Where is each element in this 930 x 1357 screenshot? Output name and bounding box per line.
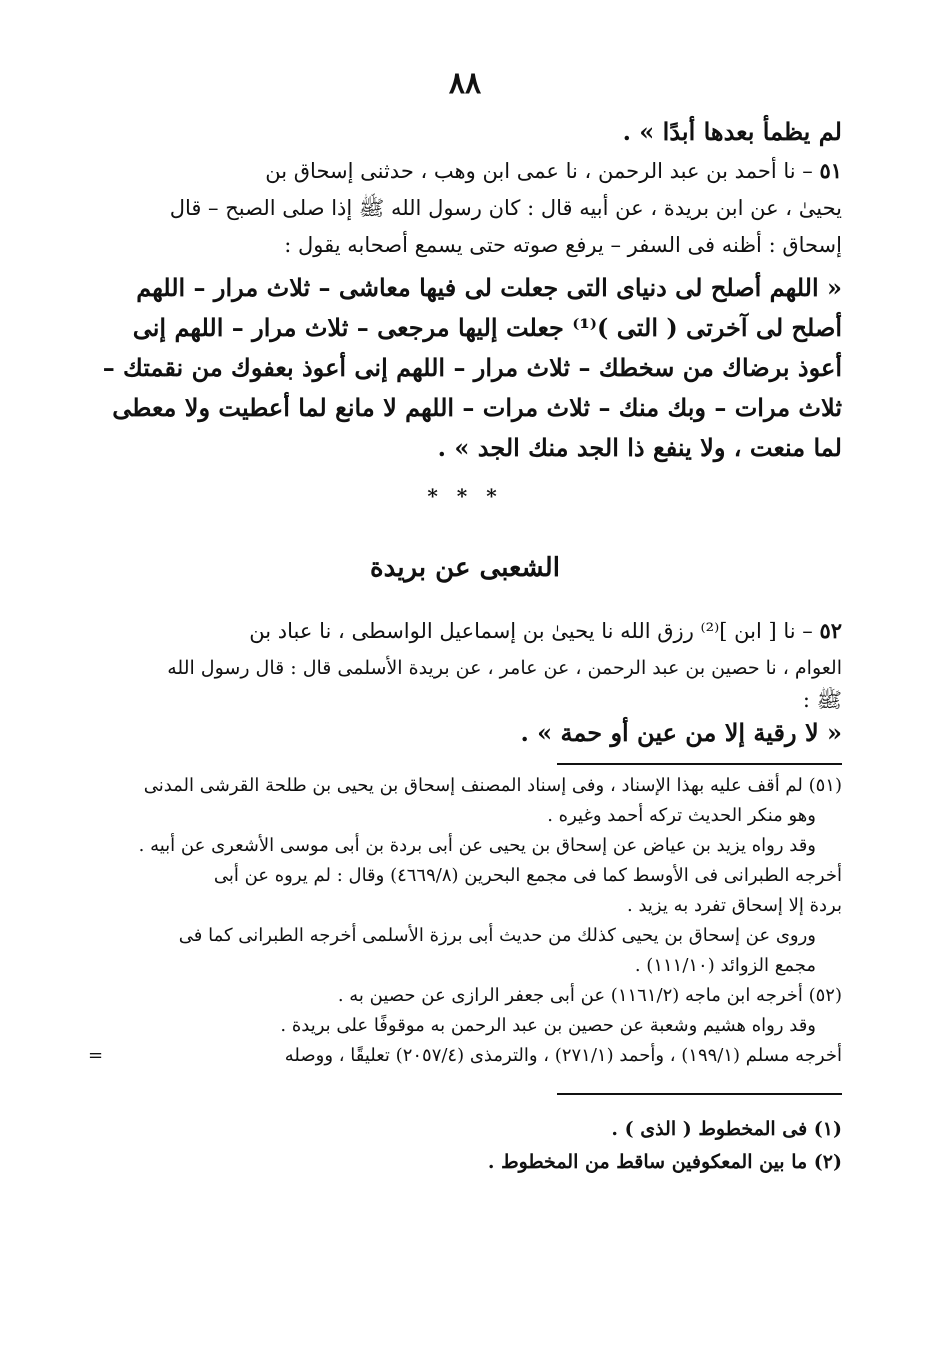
book-page [88,0,842,1179]
footnote-line-7: مجمع الزوائد (١١١/١٠) . [634,955,816,976]
hadith-52-number: ٥٢ [819,618,842,643]
footnote-line-4: أخرجه الطبرانى فى الأوسط كما فى مجمع البحرين (٤٦٦٩/٨) وقال : لم يروه عن أبى [213,865,842,886]
hadith-51 [88,152,842,468]
hadith-51-text-line-5: لما منعت ، ولا ينفع ذا الجد منك الجد » . [437,433,842,462]
footnote-line-10 [88,1041,842,1071]
footnote-line-2: وهو منكر الحديث تركه أحمد وغيره . [547,805,816,826]
continuation-mark: = [88,1045,104,1066]
hadith-51-line-1 [88,152,842,190]
hadith-51-number: ٥١ [819,158,842,183]
footnote-line-6: وروى عن إسحاق بن يحيى كذلك من حديث أبى برزة الأسلمى أخرجه الطبرانى كما فى [178,925,816,946]
footnote-line-5: بردة إلا إسحاق تفرد به يزيد . [627,895,842,916]
footnote-line-8: (٥٢) أخرجه ابن ماجه (١١٦١/٢) عن أبى جعفر الرازى عن حصين به . [337,985,842,1006]
hadith-52 [88,612,842,753]
hadith-51-text-line-1: « اللهم أصلح لى دنياى التى جعلت لى فيها معاشى – ثلاث مرار – اللهم [136,273,842,302]
hadith-51-text [88,268,842,468]
notes-divider [557,1093,842,1095]
footnote-line-3: وقد رواه يزيد بن عياض عن إسحاق بن يحيى عن أبى بردة بن أبى موسى الأشعرى عن أبيه . [138,835,816,856]
hadith-52-text: « لا رقية إلا من عين أو حمة » . [520,718,842,747]
footnote-line-1: (٥١) لم أقف عليه بهذا الإسناد ، وفى إسناد المصنف إسحاق بن يحيى بن طلحة القرشى المدنى [143,775,842,796]
section-separator: * * * [427,484,503,508]
hadith-52-line-3: ﷺ : [802,688,842,712]
hadith-51-isnad-1: – نا أحمد بن عبد الرحمن ، نا عمى ابن وهب ، حدثنى إسحاق بن [265,159,813,183]
continuation-line: لم يظمأ بعدها أبدًا » . [622,117,842,146]
hadith-51-line-2: يحيىٰ ، عن ابن بريدة ، عن أبيه قال : كان رسول الله ﷺ إذا صلى الصبح – قال [169,196,842,220]
footnotes [88,771,842,1071]
footnote-divider [557,763,842,765]
manuscript-note-1: (١) فى المخطوط ( الذى ) . [611,1118,842,1140]
hadith-52-line-2: العوام ، نا حصين بن عبد الرحمن ، عن عامر ، عن بريدة الأسلمى قال : قال رسول الله [167,657,842,679]
footnote-line-9: وقد رواه هشيم وشعبة عن حصين بن عبد الرحمن به موقوفًا على بريدة . [280,1015,816,1036]
manuscript-notes [88,1113,842,1179]
hadith-51-line-3: إسحاق : أظنه فى السفر – يرفع صوته حتى يسمع أصحابه يقول : [284,233,842,257]
hadith-51-text-line-3: أعوذ برضاك من سخطك – ثلاث مرار – اللهم إنى أعوذ بعفوك من نقمتك – [102,353,842,382]
hadith-52-line-1 [88,612,842,650]
manuscript-note-2: (٢) ما بين المعكوفين ساقط من المخطوط . [487,1151,842,1173]
footnote-line-10-text: أخرجه مسلم (١٩٩/١) ، وأحمد (٢٧١/١) ، والترمذى (٢٠٥٧/٤) تعليقًا ، ووصله [284,1045,842,1066]
hadith-51-text-line-4: ثلاث مرات – وبك منك – ثلاث مرات – اللهم لا مانع لما أعطيت ولا معطى [112,393,842,422]
hadith-51-text-line-2: أصلح لى آخرتى ( التى )⁽¹⁾ جعلت إليها مرجعى – ثلاث مرار – اللهم إنى [132,313,842,342]
hadith-52-isnad-1: – نا [ ابن ]⁽²⁾ رزق الله نا يحيىٰ بن إسماعيل الواسطى ، نا عباد بن [249,619,813,643]
page-number: ٨٨ [448,66,482,101]
section-title: الشعبى عن بريدة [370,553,560,583]
